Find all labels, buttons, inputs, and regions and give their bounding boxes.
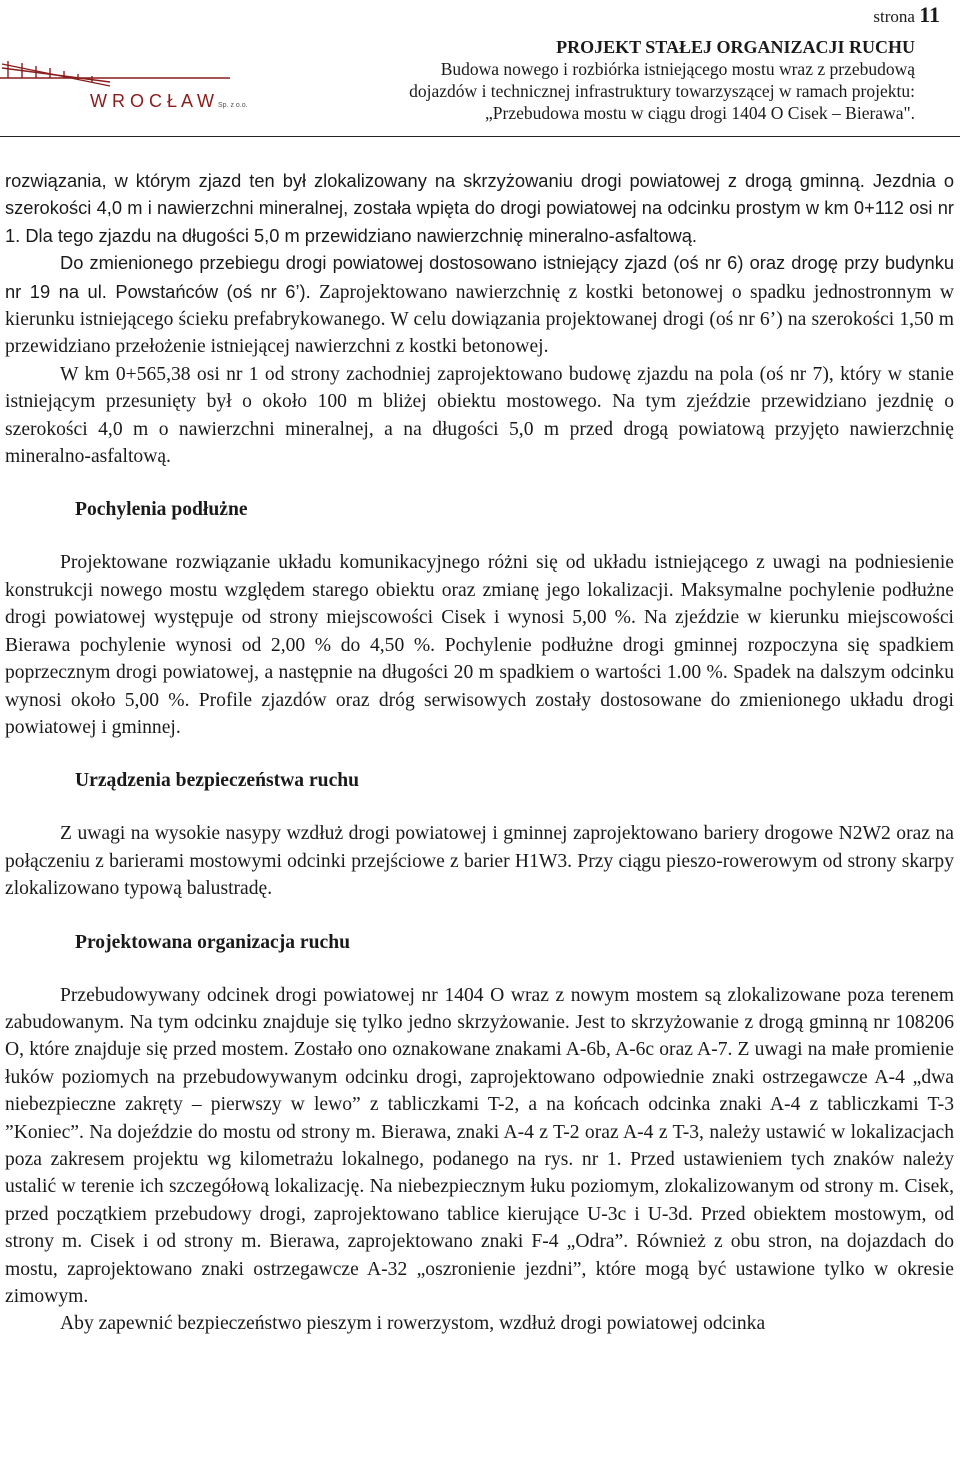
document-header: PROJEKT STAŁEJ ORGANIZACJI RUCHU Budowa nowego i rozbiórka istniejącego mostu wraz z przebudową dojazdów i technicznej infrastruktury towarzyszącej w ramach projektu: „Przebudowa mostu w ciągu drogi 1404 O Cisek – Bierawa". [409, 37, 915, 123]
paragraph: Przebudowywany odcinek drogi powiatowej nr 1404 O wraz z nowym mostem są zlokalizowane poza terenem zabudowanym. Na tym odcinku znajduje się tylko jedno skrzyżowanie. Jest to skrzyżowanie z drogą gminną nr 108206 O, które znajduje się przed mostem. Zostało ono oznakowane znakami A-6b, A-6c oraz A-7. Z uwagi na małe promienie łuków poziomych na przebudowywanym odcinku drogi, zaprojektowano odpowiednie znaki ostrzegawcze A-4 „dwa niebezpieczne zakręty – pierwszy w lewo” z tabliczkami T-2, a na końcach odcinka znaki A-4 z tabliczkami T-3 ”Koniec”. Na dojeździe do mostu od strony m. Bierawa, znaki A-4 z T-2 oraz A-4 z T-3, należy ustawić w lokalizacjach poza zakresem projektu wg kilometrażu lokalnego, podanego na rys. nr 1. Przed ustawieniem tych znaków należy ustalić w terenie ich szczegółową lokalizację. Na niebezpiecznym łuku poziomym, zlokalizowanym od strony m. Cisek, przed początkiem przebudowy drogi, zaprojektowano tablice kierujące U-3c i U-3d. Przed obiektem mostowym, od strony m. Cisek i od strony m. Bierawa, zaprojektowano znaki F-4 „Odra”. Również z obu stron, na dojazdach do mostu, zaprojektowano znaki ostrzegawcze A-32 „oszronienie jezdni”, które mogą być ustawione tylko w okresie zimowym. [5, 984, 954, 1307]
document-title: PROJEKT STAŁEJ ORGANIZACJI RUCHU [556, 37, 915, 57]
svg-text:W R O C Ł A W: W R O C Ł A W [90, 91, 215, 111]
paragraph: Projektowane rozwiązanie układu komunikacyjnego różni się od układu istniejącego z uwagi na podniesienie konstrukcji nowego mostu względem starego obiektu oraz zmianę jego lokalizacji. Maksymalne pochylenie podłużne drogi powiatowej występuje od strony miejscowości Cisek i wynosi 5,00 %. Na zjeździe w kierunku miejscowości Bierawa pochylenie wynosi od 2,00 % do 4,50 %. Pochylenie podłużne drogi gminnej rozpoczyna się spadkiem poprzecznym drogi powiatowej, a następnie na długości 20 m spadkiem o wartości 1.00 %. Spadek na dalszym odcinku wynosi około 5,00 %. Profile zjazdów oraz dróg serwisowych zostały dostosowane do zmienionego układu drogi powiatowej i gminnej. [5, 552, 954, 738]
company-logo [0, 34, 270, 114]
paragraph: W km 0+565,38 osi nr 1 od strony zachodniej zaprojektowano budowę zjazdu na pola (oś nr 7), który w stanie istniejącym przesunięty był o około 100 m bliżej obiektu mostowego. Na tym zjeździe przewidziano jezdnię o szerokości 4,0 m o nawierzchni mineralnej, a na długości 5,0 m przed drogą powiatową przyjęto nawierzchnię mineralno-asfaltową. [5, 363, 954, 468]
header-divider [0, 136, 960, 137]
svg-text:Sp. z o.o.: Sp. z o.o. [218, 102, 248, 109]
document-body [5, 167, 954, 1338]
page-number: strona 11 [873, 2, 940, 27]
paragraph: Do zmienionego przebiegu drogi powiatowej dostosowano istniejący zjazd (oś nr 6) oraz drogę przy budynku nr 19 na ul. Powstańców (oś nr 6’). Zaprojektowano nawierzchnię z kostki betonowej o spadku jednostronnym w kierunku istniejącego ścieku prefabrykowanego. W celu dowiązania projektowanej drogi (oś nr 6’) na szerokości 1,50 m przewidziano przełożenie istniejącej nawierzchni z kostki betonowej. [5, 252, 954, 358]
paragraph: Z uwagi na wysokie nasypy wzdłuż drogi powiatowej i gminnej zaprojektowano bariery drogowe N2W2 oraz na połączeniu z barierami mostowymi odcinki przejściowe z barier H1W3. Przy ciągu pieszo-rowerowym od strony skarpy zlokalizowano typową balustradę. [5, 823, 954, 900]
section-heading: Urządzenia bezpieczeństwa ruchu [75, 770, 360, 792]
section-heading: Pochylenia podłużne [75, 499, 248, 521]
paragraph: rozwiązania, w którym zjazd ten był zlokalizowany na skrzyżowaniu drogi powiatowej z drogą gminną. Jezdnia o szerokości 4,0 m i nawierzchni mineralnej, została wpięta do drogi powiatowej na odcinku prostym w km 0+112 osi nr 1. Dla tego zjazdu na długości 5,0 m przewidziano nawierzchnię mineralno-asfaltową. [5, 170, 954, 246]
section-heading: Projektowana organizacja ruchu [75, 931, 351, 953]
paragraph: Aby zapewnić bezpieczeństwo pieszym i rowerzystom, wzdłuż drogi powiatowej odcinka [60, 1313, 766, 1335]
